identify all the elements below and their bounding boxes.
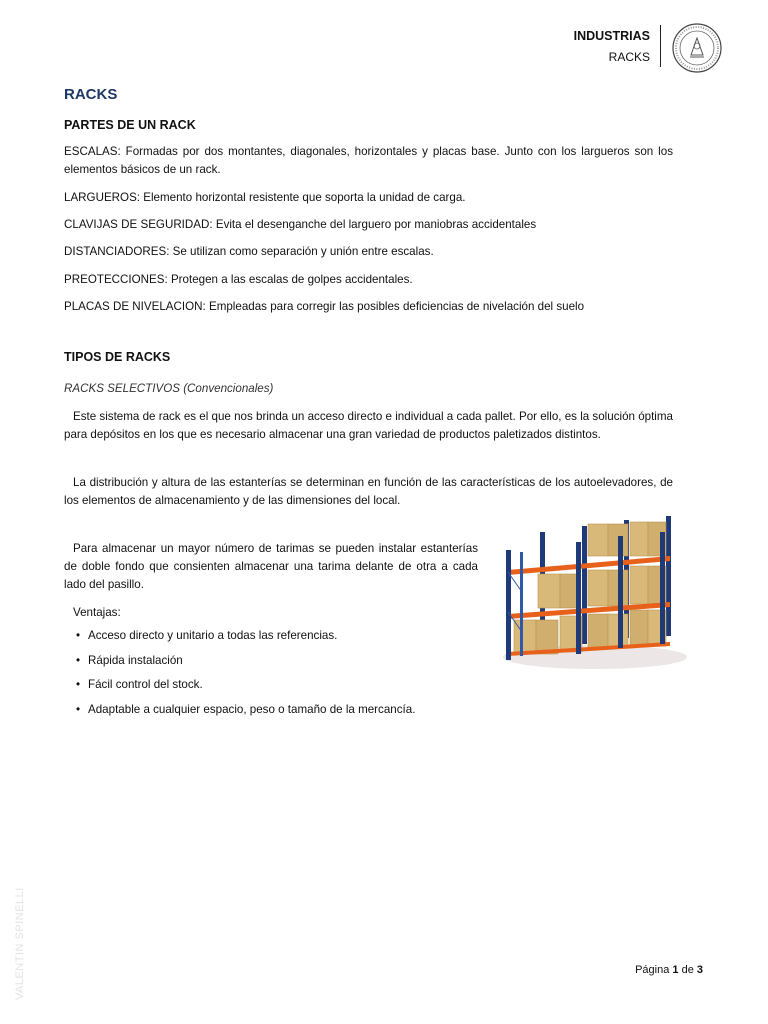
- part-text: Elemento horizontal resistente que soporta la unidad de carga.: [140, 191, 466, 204]
- section-heading-tipos: TIPOS DE RACKS: [64, 350, 171, 364]
- header-line2: RACKS: [608, 50, 650, 64]
- part-item: [64, 189, 673, 207]
- part-label: CLAVIJAS DE SEGURIDAD:: [64, 218, 213, 231]
- header-text: [574, 26, 650, 68]
- part-item: [64, 298, 673, 316]
- list-item: • Adaptable a cualquier espacio, peso o tamaño de la mercancía.: [76, 700, 415, 725]
- section-heading-partes: PARTES DE UN RACK: [64, 118, 196, 132]
- list-item: • Rápida instalación: [76, 651, 415, 676]
- part-label: PLACAS DE NIVELACION:: [64, 300, 206, 313]
- part-item: [64, 216, 673, 234]
- ventajas-list: [76, 626, 415, 724]
- part-item: [64, 271, 673, 289]
- part-label: ESCALAS:: [64, 145, 121, 158]
- list-item: • Acceso directo y unitario a todas las referencias.: [76, 626, 415, 651]
- part-item: [64, 243, 673, 261]
- pallet-rack-illustration: [500, 512, 690, 674]
- subsection-heading: RACKS SELECTIVOS (Convencionales): [64, 382, 274, 395]
- part-text: Evita el desenganche del larguero por maniobras accidentales: [212, 218, 537, 231]
- part-text: Protegen a las escalas de golpes accidentales.: [167, 273, 413, 286]
- page-number: [635, 964, 703, 976]
- part-text: Formadas por dos montantes, diagonales, horizontales y placas base. Junto con los largueros son los elementos básicos de un rack.: [64, 145, 673, 176]
- part-label: DISTANCIADORES:: [64, 245, 170, 258]
- paragraph-2-text: La distribución y altura de las estanterías se determinan en función de las características de los autoelevadores, de los elementos de almacenamiento y de las dimensiones del local.: [64, 476, 673, 507]
- watermark: VALENTIN SPINELLI: [14, 887, 26, 1000]
- header-divider: [660, 25, 661, 67]
- page-prefix: Página: [635, 964, 673, 976]
- page-middle: de: [678, 964, 697, 976]
- paragraph-3: Para almacenar un mayor número de tarimas se pueden instalar estanterías de doble fondo que consienten almacenar una tarima delante de otra a cada lado del pasillo.: [64, 542, 478, 591]
- current-page: 1: [672, 964, 679, 976]
- part-text: Empleadas para corregir las posibles deficiencias de nivelación del suelo: [205, 300, 585, 313]
- page-title: RACKS: [64, 86, 118, 103]
- total-pages: 3: [696, 964, 703, 976]
- ventajas-label: Ventajas:: [73, 606, 121, 619]
- paragraph-1: Este sistema de rack es el que nos brinda un acceso directo e individual a cada pallet. Por ello, es la solución óptima para depósitos en los que es necesario almacenar una gran variedad de productos paletizados distintos.: [64, 410, 673, 441]
- part-label: LARGUEROS:: [64, 191, 141, 204]
- part-item: [64, 143, 673, 179]
- university-seal-icon: [671, 22, 723, 74]
- paragraph-2: [64, 474, 673, 510]
- part-label: PREOTECCIONES:: [64, 273, 168, 286]
- header-line1: INDUSTRIAS: [573, 29, 650, 43]
- part-text: Se utilizan como separación y unión entre escalas.: [169, 245, 434, 258]
- list-item: • Fácil control del stock.: [76, 675, 415, 700]
